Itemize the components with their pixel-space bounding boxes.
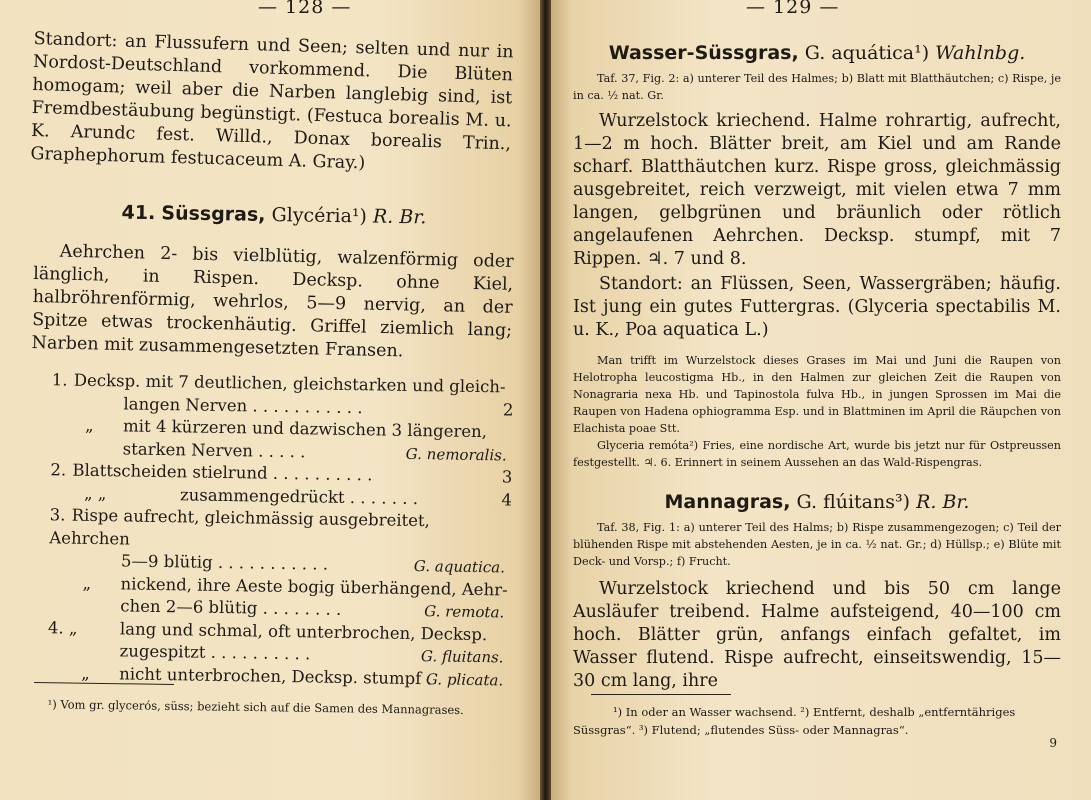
genus-heading bbox=[34, 200, 514, 230]
species-name: Wasser-Süssgras, bbox=[608, 42, 799, 64]
insect-note: Man trifft im Wurzelstock dieses Grases im Mai und Juni die Raupen von Helotropha leucostigma Hb., in den Halmen zur gleichen Zeit die Raupen von Nonagraria nexa Hb. und Tapinostola fulva Hb., in jungen Sprossen im Mai die Raupen von Hadena ophiogramma Esp. und in Blattminen im April die Räupchen von Elachista poae Stt. bbox=[573, 354, 1061, 435]
genus-author: R. Br. bbox=[372, 205, 427, 229]
plate-reference: Taf. 37, Fig. 2: a) unterer Teil des Halmes; b) Blatt mit Blatthäutchen; c) Rispe, je in ca. ½ nat. Gr. bbox=[573, 72, 1061, 102]
key-line: 4. „ lang und schmal, oft unterbrochen, Decksp. bbox=[47, 617, 488, 644]
left-footnote: ¹) Vom gr. glycerós, süss; bezieht sich auf die Samen des Mannagrases. bbox=[47, 697, 464, 718]
species-description: Wurzelstock kriechend und bis 50 cm lange Ausläufer treibend. Halme aufsteigend, 40—100 cm hoch. Blätter grün, anfangs einfach gefaltet, im Wasser flutend. Rispe aufrecht, einseitswendig, 15—30 cm lang, ihre bbox=[573, 579, 1061, 691]
species-heading-fluitans bbox=[573, 491, 1061, 513]
right-page bbox=[551, 0, 1091, 800]
key-line: „ mit 4 kürzeren und dazwischen 3 längeren, bbox=[84, 415, 488, 442]
plate-reference: Taf. 38, Fig. 1: a) unterer Teil des Halms; b) Rispe zusammengezogen; c) Teil der blühenden Rispe mit abstehenden Aesten, je in ca. ½ nat. Gr.; d) Hüllsp.; e) Blüte mit Deck- und Vorsp.; f) Frucht. bbox=[573, 521, 1061, 568]
key-line: 5—9 blütig . . . . . . . . . . . G. aquatica. bbox=[120, 551, 506, 577]
species-author: R. Br. bbox=[916, 491, 970, 513]
page-number-left: — 128 — bbox=[258, 0, 352, 18]
signature-mark: 9 bbox=[1049, 736, 1057, 750]
right-footnote-area bbox=[573, 694, 1061, 750]
key-line: langen Nerven . . . . . . . . . . . 2 bbox=[123, 393, 514, 420]
key-line: zugespitzt . . . . . . . . . . G. fluitans. bbox=[119, 641, 504, 667]
species-latin: G. aquática¹) bbox=[804, 42, 930, 64]
genus-name: Süssgras, bbox=[161, 202, 266, 226]
remota-note: Glyceria remóta²) Fries, eine nordische Art, wurde bis jetzt nur für Ostpreussen festgestellt. ♃. 6. Erinnert in seinem Aussehen an das Wald-Rispengras. bbox=[573, 439, 1061, 469]
genus-latin: Glycéria¹) bbox=[271, 203, 368, 228]
key-line: starken Nerven . . . . . G. nemoralis. bbox=[122, 438, 507, 464]
genus-description: Aehrchen 2- bis vielblütig, walzenförmig oder länglich, in Rispen. Decksp. ohne Kiel, halbröhrenförmig, wehrlos, 5—9 nervig, an der Spitze etwas trockenhäutig. Griffel ziemlich lang; Narben mit zusammengesetzten Fransen. bbox=[31, 241, 514, 362]
species-author: Wahlnbg. bbox=[935, 42, 1026, 64]
intro-paragraph: Standort: an Flussufern und Seen; selten und nur in Nordost-Deutschland vorkommend. Die Blüten homogam; weil aber die Narben langlebig sind, ist Fremdbestäubung begünstigt. (Festuca borealis M. u. K. Arundc fest. Willd., Donax borealis Trin., Graphephorum festucaceum A. Gray.) bbox=[30, 28, 514, 174]
page-number-right: — 129 — bbox=[746, 0, 840, 18]
key-line: „ nicht unterbrochen, Decksp. stumpf . G. plicata. bbox=[81, 663, 504, 689]
book-gutter bbox=[540, 0, 551, 800]
left-page bbox=[0, 0, 540, 800]
left-footnote-area bbox=[34, 682, 514, 720]
key-line: 1. Decksp. mit 7 deutlichen, gleichstarken und gleich- bbox=[51, 370, 506, 397]
identification-key bbox=[29, 369, 514, 692]
key-line: „ „ zusammengedrückt . . . . . . . 4 bbox=[83, 483, 513, 510]
species-name: Mannagras, bbox=[664, 491, 791, 513]
footnote-rule bbox=[591, 694, 731, 695]
key-line: „ nickend, ihre Aeste bogig überhängend, Aehr- bbox=[82, 573, 508, 599]
species-habitat: Standort: an Flüssen, Seen, Wassergräben; häufig. Ist jung ein gutes Futtergras. (Glyceria spectabilis M. u. K., Poa aquatica L.) bbox=[573, 274, 1061, 340]
key-line: chen 2—6 blütig . . . . . . . . G. remota. bbox=[120, 596, 505, 622]
species-heading-aquatica bbox=[573, 42, 1061, 64]
key-line: 2. Blattscheiden stielrund . . . . . . . . . . 3 bbox=[50, 460, 513, 487]
key-line: 3. Rispe aufrecht, gleichmässig ausgebreitet, Aehrchen bbox=[49, 505, 431, 549]
species-latin: G. flúitans³) bbox=[796, 491, 911, 513]
species-description: Wurzelstock kriechend. Halme rohrartig, aufrecht, 1—2 m hoch. Blätter breit, am Kiel und am Rande scharf. Blatthäutchen kurz. Rispe gross, gleichmässig ausgebreitet, reich verzweigt, mit vielen etwa 7 mm langen, gelbgrünen und bräunlich oder rötlich angelaufenen Aehrchen. Decksp. stumpf, mit 7 Rippen. ♃. 7 und 8. bbox=[573, 111, 1061, 269]
genus-number: 41. bbox=[121, 201, 156, 225]
right-footnote: ¹) In oder an Wasser wachsend. ²) Entfernt, deshalb „entferntähriges Süssgras“. ³) Flutend; „flutendes Süss- oder Mannagras“. bbox=[573, 705, 1016, 737]
